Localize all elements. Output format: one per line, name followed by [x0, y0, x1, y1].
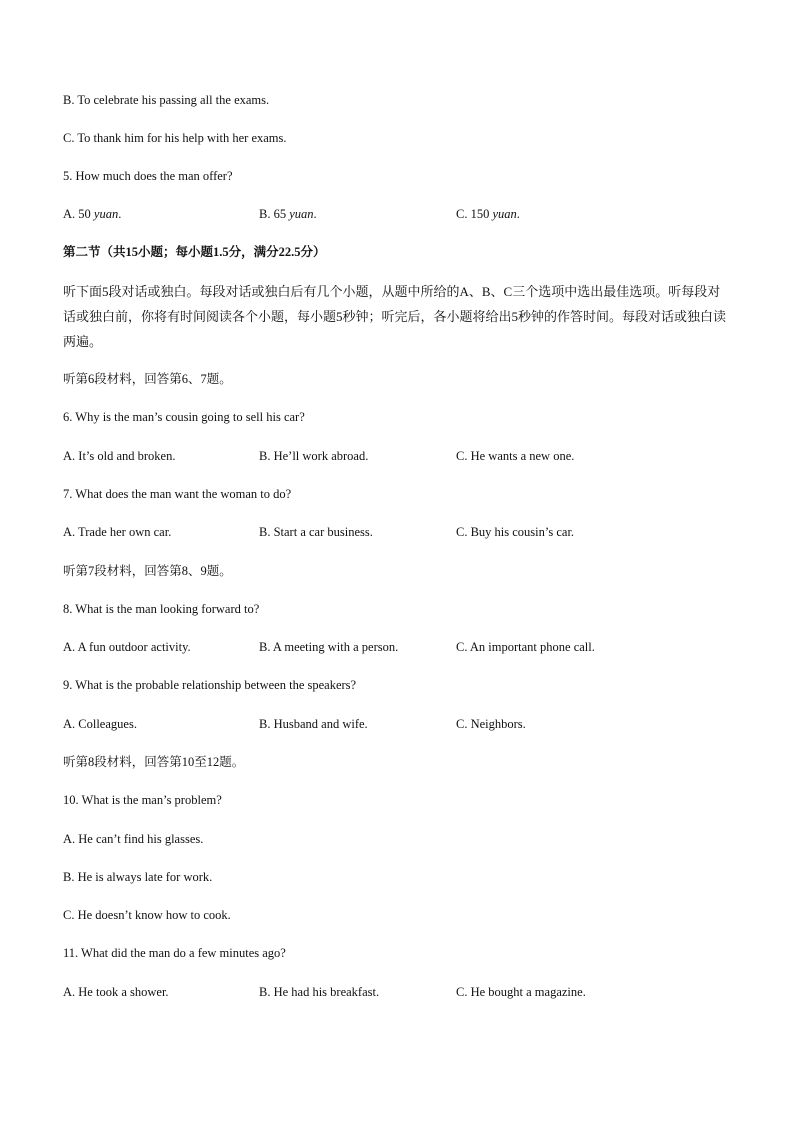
- question-11: 11. What did the man do a few minutes ago?: [63, 946, 286, 960]
- q11-option-c: C. He bought a magazine.: [456, 985, 586, 999]
- material-7-heading: 听第7段材料，回答第8、9题。: [63, 564, 232, 578]
- q10-option-c: C. He doesn’t know how to cook.: [63, 908, 231, 922]
- q6-option-b: B. He’ll work abroad.: [259, 449, 369, 463]
- question-8: 8. What is the man looking forward to?: [63, 602, 260, 616]
- q9-option-a: A. Colleagues.: [63, 717, 137, 731]
- q11-option-a: A. He took a shower.: [63, 985, 169, 999]
- q8-option-c: C. An important phone call.: [456, 640, 595, 654]
- section-2-instructions: 听下面5段对话或独白。每段对话或独白后有几个小题，从题中所给的A、B、C三个选项中选出最佳选项。听每段对话或独白前，你将有时间阅读各个小题，每小题5秒钟；听完后，各小题将给出5秒钟的作答时间。每段对话或独白读两遍。: [63, 284, 727, 349]
- q11-option-b: B. He had his breakfast.: [259, 985, 380, 999]
- q7-option-b: B. Start a car business.: [259, 525, 373, 539]
- q7-option-a: A. Trade her own car.: [63, 525, 172, 539]
- q9-option-b: B. Husband and wife.: [259, 717, 368, 731]
- q8-option-b: B. A meeting with a person.: [259, 640, 399, 654]
- q6-option-c: C. He wants a new one.: [456, 449, 575, 463]
- q5-option-b: B. 65 yuan.: [259, 207, 317, 221]
- question-5: 5. How much does the man offer?: [63, 169, 233, 183]
- question-10: 10. What is the man’s problem?: [63, 793, 222, 807]
- q6-option-a: A. It’s old and broken.: [63, 449, 176, 463]
- q4-option-b: B. To celebrate his passing all the exams.: [63, 93, 270, 107]
- q5-option-c: C. 150 yuan.: [456, 207, 520, 221]
- question-9: 9. What is the probable relationship between the speakers?: [63, 678, 357, 692]
- q7-option-c: C. Buy his cousin’s car.: [456, 525, 575, 539]
- section-2-title: 第二节（共15小题；每小题1.5分，满分22.5分）: [63, 245, 326, 259]
- q10-option-b: B. He is always late for work.: [63, 870, 213, 884]
- q4-option-c: C. To thank him for his help with her exams.: [63, 131, 287, 145]
- material-8-heading: 听第8段材料，回答第10至12题。: [63, 755, 245, 769]
- q5-option-a: A. 50 yuan.: [63, 207, 122, 221]
- q10-option-a: A. He can’t find his glasses.: [63, 832, 204, 846]
- question-7: 7. What does the man want the woman to do?: [63, 487, 292, 501]
- q8-option-a: A. A fun outdoor activity.: [63, 640, 191, 654]
- material-6-heading: 听第6段材料，回答第6、7题。: [63, 372, 232, 386]
- q9-option-c: C. Neighbors.: [456, 717, 526, 731]
- question-6: 6. Why is the man’s cousin going to sell his car?: [63, 410, 305, 424]
